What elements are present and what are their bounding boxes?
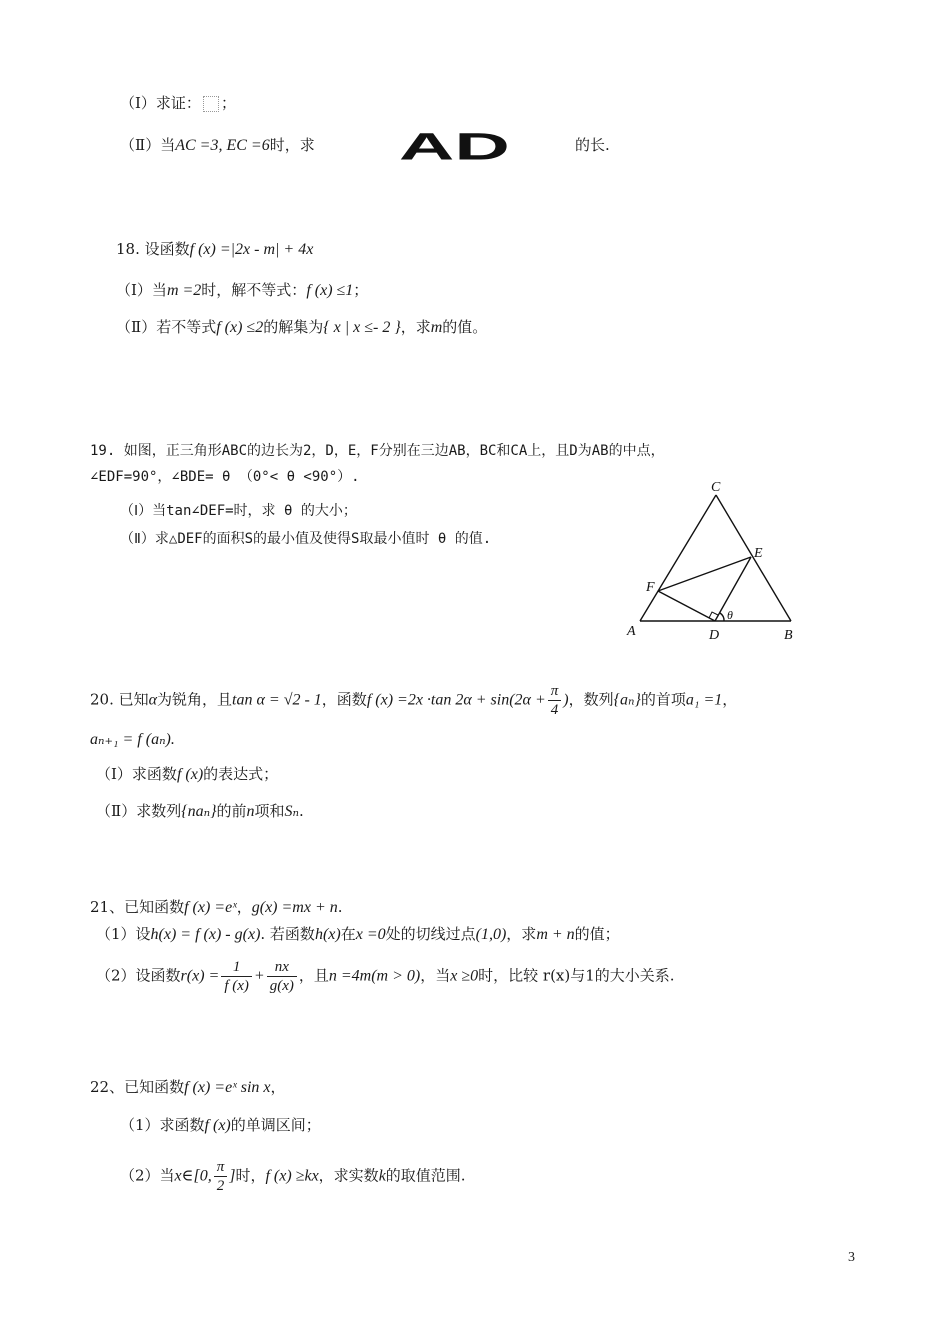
frac-nx-over-g: $\frac{nx}{g(x)}$	[267, 958, 297, 995]
q20-part2: （Ⅱ）求数列{naₙ}的前n项和Sₙ.	[96, 802, 304, 820]
q17-part2: （Ⅱ）当AC =3, EC =6时，求	[120, 136, 315, 154]
label-d: D	[709, 628, 720, 643]
triangle-figure	[620, 475, 810, 645]
label-theta: θ	[727, 608, 733, 622]
ad-wordart-image	[360, 122, 550, 166]
theta-arc	[720, 613, 724, 621]
page-number: 3	[848, 1250, 855, 1265]
frac-one-over-f: $\frac{1}{f (x)}$	[221, 958, 252, 995]
pi-over-4: $\frac{\pi}{4}$	[548, 682, 562, 719]
q22-part2: （2）当x∈[0, $\frac{\pi}{2}$ ]时，f (x) ≥kx，求实数k的取值范围.	[120, 1159, 466, 1194]
q17-part1: （Ⅰ）求证： ；	[120, 94, 236, 112]
label-c: C	[711, 480, 721, 495]
q19-line2: ∠EDF=90°，∠BDE= θ （0°< θ <90°）.	[90, 469, 360, 485]
q18-head: 18. 设函数f (x) =|2x - m| + 4x	[116, 240, 314, 258]
q17-part2-end: 的长.	[575, 136, 610, 154]
label-a: A	[627, 624, 636, 639]
segment-fe	[658, 557, 751, 591]
q20-part1: （Ⅰ）求函数f (x)的表达式；	[96, 765, 279, 783]
q21-head: 21、已知函数f (x) =eˣ，g(x) =mx + n.	[90, 898, 343, 916]
q19-line1: 19. 如图，正三角形ABC的边长为2，D，E，F分别在三边AB，BC和CA上，且D为AB的中点，	[90, 443, 665, 459]
q19-part2: （Ⅱ）求△DEF的面积S的最小值及使得S取最小值时 θ 的值.	[120, 531, 492, 547]
q22-head: 22、已知函数f (x) =eˣ sin x，	[90, 1078, 286, 1096]
q18-part2: （Ⅱ）若不等式f (x) ≤2的解集为{ x | x ≤- 2 }，求m的值。	[116, 318, 488, 336]
label-e: E	[754, 546, 763, 561]
q20-head: 20. 已知α为锐角，且tan α = √2 - 1，函数f (x) =2x ·tan 2α + sin(2α + $\frac{\pi}{4}$ )，数列{aₙ}的首项a₁ =1，	[90, 683, 738, 718]
segment-de	[715, 557, 751, 621]
label-f: F	[646, 580, 655, 595]
q20-line2: aₙ₊₁ = f (aₙ).	[90, 731, 175, 748]
q19-part1: （Ⅰ）当tan∠DEF=时，求 θ 的大小；	[120, 503, 357, 519]
q18-part1: （Ⅰ）当m =2时，解不等式：f (x) ≤1；	[116, 281, 369, 299]
q22-part1: （1）求函数f (x)的单调区间；	[120, 1116, 321, 1134]
q21-part2: （2）设函数r(x) = $\frac{1}{f (x)}$ + $\frac{nx}{g(x)}$ ，且n =4m(m > 0)，当x ≥0时，比较 r(x)与1的大小关系.	[96, 959, 675, 994]
q21-part1: （1）设h(x) = f (x) - g(x). 若函数h(x)在x =0处的切线过点(1,0)，求m + n的值；	[96, 925, 620, 943]
label-b: B	[784, 628, 793, 643]
segment-fd	[658, 591, 715, 621]
pi-over-2: $\frac{\pi}{2}$	[214, 1158, 228, 1195]
svg-text:AD: AD	[398, 124, 510, 166]
broken-image-icon	[203, 96, 219, 112]
